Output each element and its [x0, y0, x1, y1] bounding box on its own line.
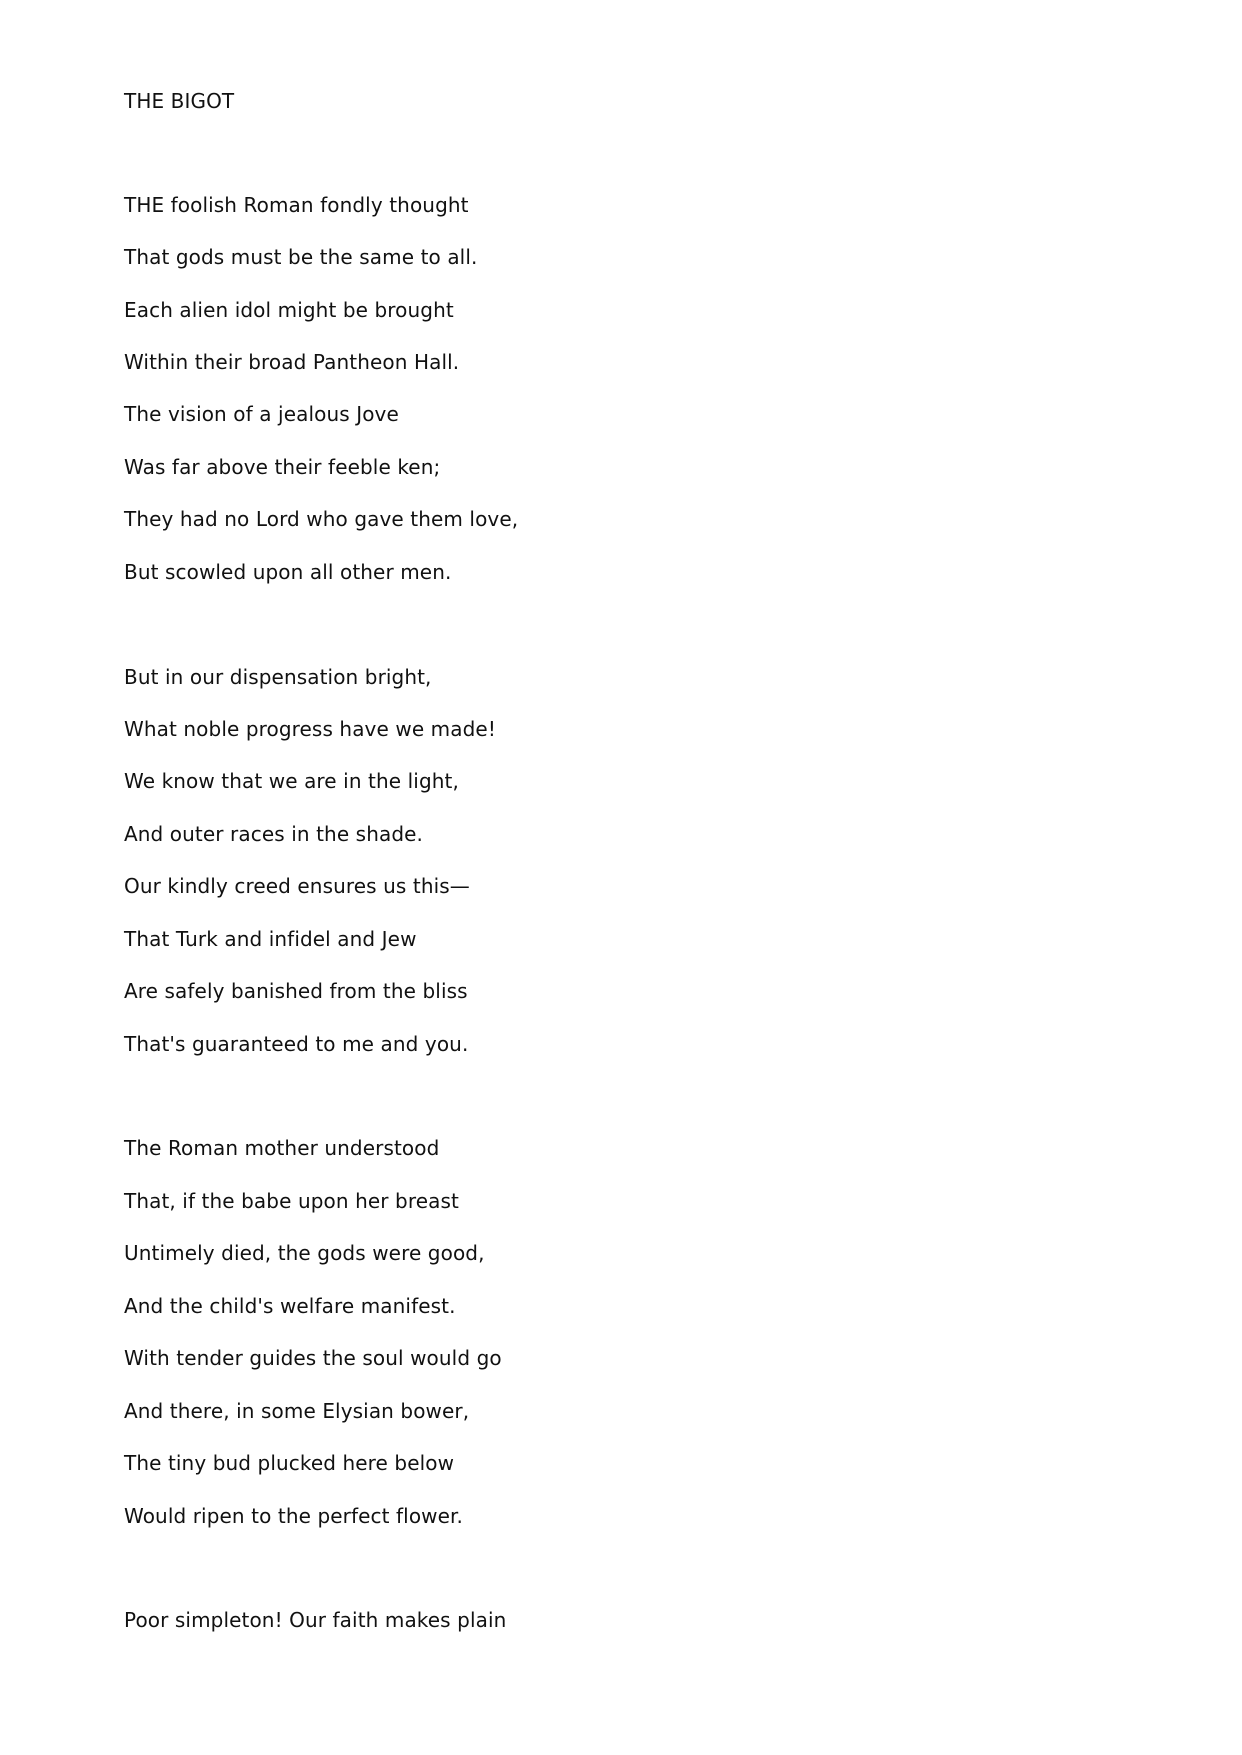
- poem-line: And the child's welfare manifest.: [124, 1294, 456, 1318]
- poem-line: We know that we are in the light,: [124, 769, 459, 793]
- poem-line: What noble progress have we made!: [124, 717, 496, 741]
- poem-line: Was far above their feeble ken;: [124, 455, 441, 479]
- poem-line: That's guaranteed to me and you.: [124, 1032, 469, 1056]
- poem-line: That gods must be the same to all.: [124, 245, 478, 269]
- poem-line: The Roman mother understood: [124, 1136, 440, 1160]
- poem-line: Are safely banished from the bliss: [124, 979, 468, 1003]
- poem-line: Our kindly creed ensures us this—: [124, 874, 470, 898]
- poem-title: THE BIGOT: [124, 89, 235, 113]
- poem-line: That Turk and infidel and Jew: [124, 927, 417, 951]
- poem-line: But in our dispensation bright,: [124, 665, 432, 689]
- poem-line: And outer races in the shade.: [124, 822, 423, 846]
- poem-line: Would ripen to the perfect flower.: [124, 1504, 463, 1528]
- poem-line: That, if the babe upon her breast: [124, 1189, 459, 1213]
- poem-line: THE foolish Roman fondly thought: [124, 193, 469, 217]
- poem-line: They had no Lord who gave them love,: [124, 507, 519, 531]
- poem-line: Each alien idol might be brought: [124, 298, 454, 322]
- poem-line: Untimely died, the gods were good,: [124, 1241, 485, 1265]
- poem-line: Within their broad Pantheon Hall.: [124, 350, 460, 374]
- poem-line: And there, in some Elysian bower,: [124, 1399, 470, 1423]
- poem-line: The vision of a jealous Jove: [124, 402, 399, 426]
- poem-line: Poor simpleton! Our faith makes plain: [124, 1608, 507, 1632]
- poem-line: The tiny bud plucked here below: [124, 1451, 455, 1475]
- poem-line: But scowled upon all other men.: [124, 560, 452, 584]
- poem-line: With tender guides the soul would go: [124, 1346, 502, 1370]
